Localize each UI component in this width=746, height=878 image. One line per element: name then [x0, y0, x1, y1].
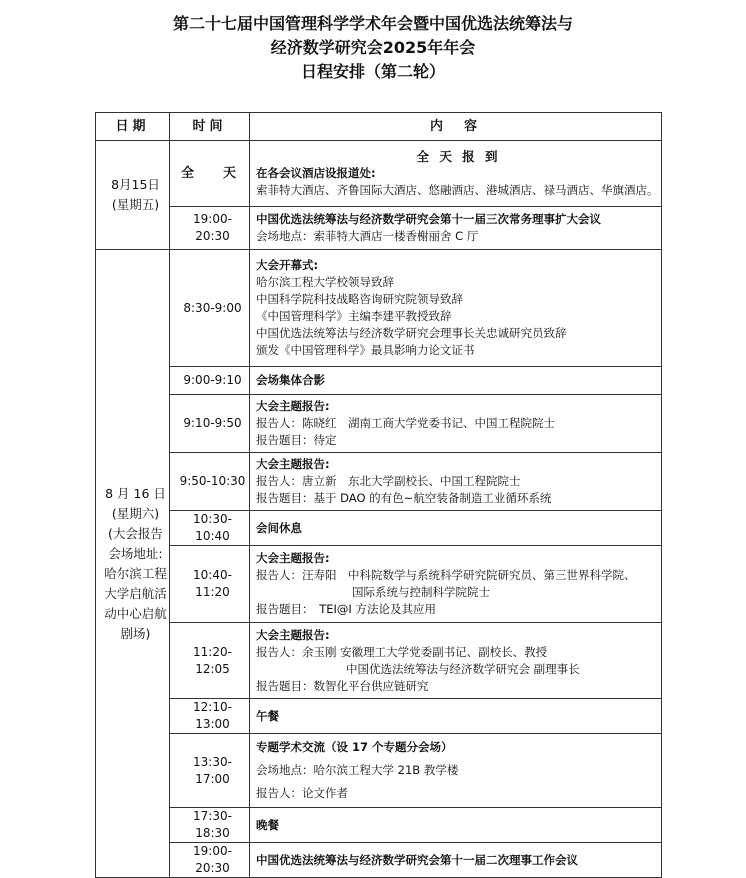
- table-row: [96, 207, 662, 250]
- day1-evening-time: 19:00-20:30: [170, 207, 250, 250]
- session-time: 11:20-12:05: [170, 623, 250, 699]
- session-time: 13:30-17:00: [170, 734, 250, 808]
- session-content: 大会主题报告: 报告人：陈晓红 湖南工商大学党委书记、中国工程院院士 报告题目：待定: [250, 395, 662, 453]
- day2-note-line: 动中心启航: [104, 605, 167, 621]
- table-row: [96, 141, 662, 207]
- table-row: [96, 808, 662, 843]
- session-content: 大会主题报告: 报告人：唐立新 东北大学副校长、中国工程院院士 报告题目：基于 DAO 的有色~航空装备制造工业循环系统: [250, 453, 662, 511]
- day2-note-line: 哈尔滨工程: [104, 565, 167, 581]
- document-title: [0, 12, 746, 84]
- evening-venue: 会场地点：索菲特大酒店一楼香榭丽舍 C 厅: [256, 229, 479, 243]
- day1-date: 8月15日: [111, 177, 160, 192]
- title-line-2: 经济数学研究会2025年年会: [270, 38, 476, 57]
- header-time: 时间: [170, 113, 250, 141]
- table-row: [96, 453, 662, 511]
- day2-weekday: (星期六): [111, 505, 160, 521]
- session-time: 10:40-11:20: [170, 546, 250, 623]
- day1-allday-content: [250, 141, 662, 207]
- table-row: [96, 843, 662, 878]
- session-time: 9:10-9:50: [170, 395, 250, 453]
- session-content: 大会主题报告: 报告人：汪寿阳 中科院数学与系统科学研究院研究员、第三世界科学院、 国际系统与控制科学院院士 报告题目： TEI@I 方法论及其应用: [250, 546, 662, 623]
- header-row: [96, 113, 662, 141]
- title-line-1: 第二十七届中国管理科学学术年会暨中国优选法统筹法与: [172, 14, 573, 33]
- session-content: 会场集体合影: [250, 367, 662, 395]
- session-content: 会间休息: [250, 511, 662, 546]
- day1-evening-content: [250, 207, 662, 250]
- session-content: 中国优选法统筹法与经济数学研究会第十一届二次理事工作会议: [250, 843, 662, 878]
- day1-allday-time: 全 天: [170, 141, 250, 207]
- session-content: 专题学术交流（设 17 个专题分会场） 会场地点：哈尔滨工程大学 21B 教学楼 报告人：论文作者: [250, 734, 662, 808]
- day1-weekday: (星期五): [111, 197, 160, 212]
- session-time: 19:00-20:30: [170, 843, 250, 878]
- session-time: 17:30-18:30: [170, 808, 250, 843]
- session-content: 晚餐: [250, 808, 662, 843]
- schedule-table: [95, 112, 662, 878]
- allday-title: 全 天 报 到: [416, 149, 501, 164]
- day2-date: 8 月 16 日: [105, 485, 166, 501]
- session-content: 大会开幕式: 哈尔滨工程大学校领导致辞 中国科学院科技战略咨询研究院领导致辞 《中国管理科学》主编李建平教授致辞 中国优选法统筹法与经济数学研究会理事长关忠诚研究员致辞 颁发《中国管理科学》最具影响力论文证书: [250, 250, 662, 367]
- table-row: [96, 623, 662, 699]
- table-row: [96, 511, 662, 546]
- session-time: 8:30-9:00: [170, 250, 250, 367]
- header-content: 内 容: [250, 113, 662, 141]
- allday-heading: 在各会议酒店设报道处:: [256, 166, 376, 180]
- title-line-3: 日程安排（第二轮）: [300, 62, 445, 81]
- day2-note-line: 大学启航活: [104, 585, 167, 601]
- table-row: [96, 546, 662, 623]
- table-row: [96, 395, 662, 453]
- day2-date-cell: [96, 250, 170, 878]
- day2-note-line: (大会报告: [108, 525, 163, 541]
- evening-title: 中国优选法统筹法与经济数学研究会第十一届三次常务理事扩大会议: [256, 212, 601, 226]
- table-row: [96, 367, 662, 395]
- session-time: 10:30-10:40: [170, 511, 250, 546]
- day2-note-line: 剧场): [120, 625, 151, 641]
- table-row: [96, 699, 662, 734]
- allday-hotels: 索菲特大酒店、齐鲁国际大酒店、悠融酒店、港城酒店、禄马酒店、华旗酒店。: [256, 183, 659, 197]
- header-date: 日期: [96, 113, 170, 141]
- session-time: 12:10-13:00: [170, 699, 250, 734]
- session-content: 午餐: [250, 699, 662, 734]
- table-row: [96, 250, 662, 367]
- day1-date-cell: [96, 141, 170, 250]
- session-time: 9:00-9:10: [170, 367, 250, 395]
- session-content: 大会主题报告: 报告人：余玉刚 安徽理工大学党委副书记、副校长、教授 中国优选法统筹法与经济数学研究会 副理事长 报告题目：数智化平台供应链研究: [250, 623, 662, 699]
- table-row: [96, 734, 662, 808]
- day2-note-line: 会场地址:: [108, 545, 163, 561]
- session-time: 9:50-10:30: [170, 453, 250, 511]
